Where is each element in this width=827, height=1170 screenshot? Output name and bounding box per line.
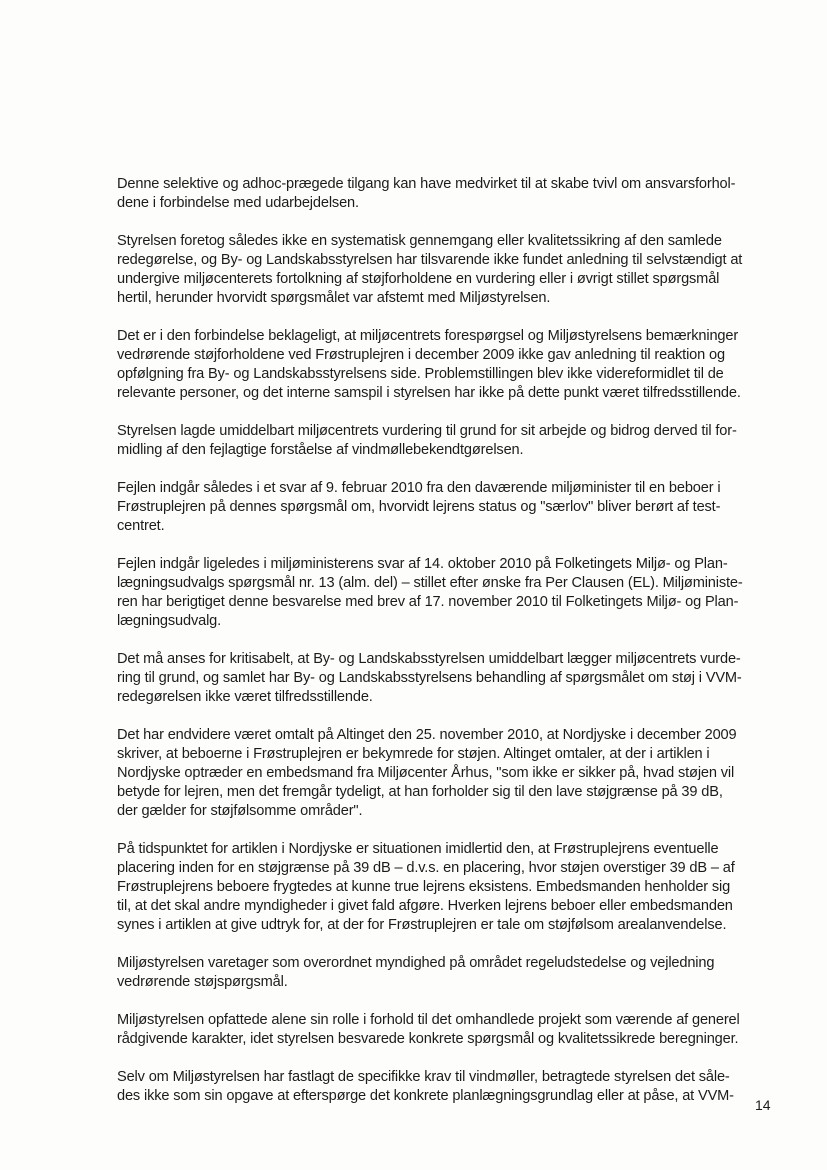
body-text — [117, 175, 777, 1125]
text-line: midling af den fejlagtige forståelse af vindmøllebekendtgørelsen. — [117, 442, 524, 458]
paragraph — [117, 232, 777, 308]
text-line: vedrørende støjspørgsmål. — [117, 974, 288, 990]
text-line: Frøstruplejrens beboere frygtedes at kunne true lejrens eksistens. Embedsmanden henholder sig — [117, 879, 731, 895]
paragraph — [117, 175, 777, 213]
text-line: der gælder for støjfølsomme områder". — [117, 803, 363, 819]
paragraph — [117, 1011, 777, 1049]
text-line: redegørelse, og By- og Landskabsstyrelsen har tilsvarende ikke fundet anledning til selvstændigt at — [117, 252, 743, 268]
text-line: Fejlen indgår således i et svar af 9. februar 2010 fra den daværende miljøminister til en beboer i — [117, 480, 721, 496]
paragraph — [117, 422, 777, 460]
text-line: til, at det skal andre myndigheder i givet fald afgøre. Hverken lejrens beboer eller embedsmanden — [117, 898, 733, 914]
text-line: Denne selektive og adhoc-prægede tilgang kan have medvirket til at skabe tvivl om ansvarsforhol- — [117, 176, 736, 192]
text-line: placering inden for en støjgrænse på 39 dB – d.v.s. en placering, hvor støjen overstiger 39 dB – af — [117, 860, 735, 876]
text-line: På tidspunktet for artiklen i Nordjyske er situationen imidlertid den, at Frøstruplejrens eventuelle — [117, 841, 719, 857]
paragraph — [117, 479, 777, 536]
text-line: Styrelsen lagde umiddelbart miljøcentrets vurdering til grund for sit arbejde og bidrog derved til for- — [117, 423, 737, 439]
paragraph — [117, 726, 777, 821]
text-line: Styrelsen foretog således ikke en systematisk gennemgang eller kvalitetssikring af den samlede — [117, 233, 722, 249]
text-line: skriver, at beboerne i Frøstruplejren er bekymrede for støjen. Altinget omtaler, at der i artiklen i — [117, 746, 710, 762]
text-line: Selv om Miljøstyrelsen har fastlagt de specifikke krav til vindmøller, betragtede styrelsen det såle- — [117, 1069, 730, 1085]
text-line: Frøstruplejren på dennes spørgsmål om, hvorvidt lejrens status og "særlov" bliver berørt af test- — [117, 499, 721, 515]
paragraph — [117, 954, 777, 992]
text-line: ring til grund, og samlet har By- og Landskabsstyrelsens behandling af spørgsmålet om støj i VVM- — [117, 670, 742, 686]
text-line: Nordjyske optræder en embedsmand fra Miljøcenter Århus, "som ikke er sikker på, hvad støjen vil — [117, 765, 735, 781]
text-line: dene i forbindelse med udarbejdelsen. — [117, 195, 359, 211]
text-line: ren har berigtiget denne besvarelse med brev af 17. november 2010 til Folketingets Miljø- og Plan- — [117, 594, 739, 610]
text-line: Fejlen indgår ligeledes i miljøministerens svar af 14. oktober 2010 på Folketingets Miljø- og Plan- — [117, 556, 728, 572]
text-line: relevante personer, og det interne samspil i styrelsen har ikke på dette punkt været tilfredsstillende. — [117, 385, 741, 401]
text-line: vedrørende støjforholdene ved Frøstruplejren i december 2009 ikke gav anledning til reaktion og — [117, 347, 725, 363]
text-line: redegørelsen ikke været tilfredsstillende. — [117, 689, 373, 705]
text-line: lægningsudvalg. — [117, 613, 222, 629]
text-line: opfølgning fra By- og Landskabsstyrelsens side. Problemstillingen blev ikke videreformidlet til de — [117, 366, 724, 382]
paragraph — [117, 327, 777, 403]
paragraph — [117, 840, 777, 935]
text-line: betyde for lejren, men det fremgår tydeligt, at han forholder sig til den lave støjgrænse på 39 dB, — [117, 784, 723, 800]
text-line: Det er i den forbindelse beklageligt, at miljøcentrets forespørgsel og Miljøstyrelsens bemærkninger — [117, 328, 739, 344]
text-line: undergive miljøcenterets fortolkning af støjforholdene en vurdering eller i øvrigt stillet spørgsmål — [117, 271, 720, 287]
text-line: synes i artiklen at give udtryk for, at der for Frøstruplejren er tale om støjfølsom arealanvendelse. — [117, 917, 727, 933]
text-line: lægningsudvalgs spørgsmål nr. 13 (alm. del) – stillet efter ønske fra Per Clausen (EL). Miljøministe- — [117, 575, 743, 591]
text-line: des ikke som sin opgave at efterspørge det konkrete planlægningsgrundlag eller at påse, at VVM- — [117, 1088, 734, 1104]
text-line: Miljøstyrelsen opfattede alene sin rolle i forhold til det omhandlede projekt som værende af generel — [117, 1012, 740, 1028]
paragraph — [117, 555, 777, 631]
text-line: Det har endvidere været omtalt på Altinget den 25. november 2010, at Nordjyske i december 2009 — [117, 727, 737, 743]
paragraph — [117, 1068, 777, 1106]
text-line: rådgivende karakter, idet styrelsen besvarede konkrete spørgsmål og kvalitetssikrede beregninger. — [117, 1031, 739, 1047]
text-line: Miljøstyrelsen varetager som overordnet myndighed på området regeludstedelse og vejledning — [117, 955, 715, 971]
text-line: hertil, herunder hvorvidt spørgsmålet var afstemt med Miljøstyrelsen. — [117, 290, 551, 306]
page-number: 14 — [755, 1097, 771, 1113]
text-line: centret. — [117, 518, 165, 534]
paragraph — [117, 650, 777, 707]
text-line: Det må anses for kritisabelt, at By- og Landskabsstyrelsen umiddelbart lægger miljøcentrets vurde- — [117, 651, 741, 667]
